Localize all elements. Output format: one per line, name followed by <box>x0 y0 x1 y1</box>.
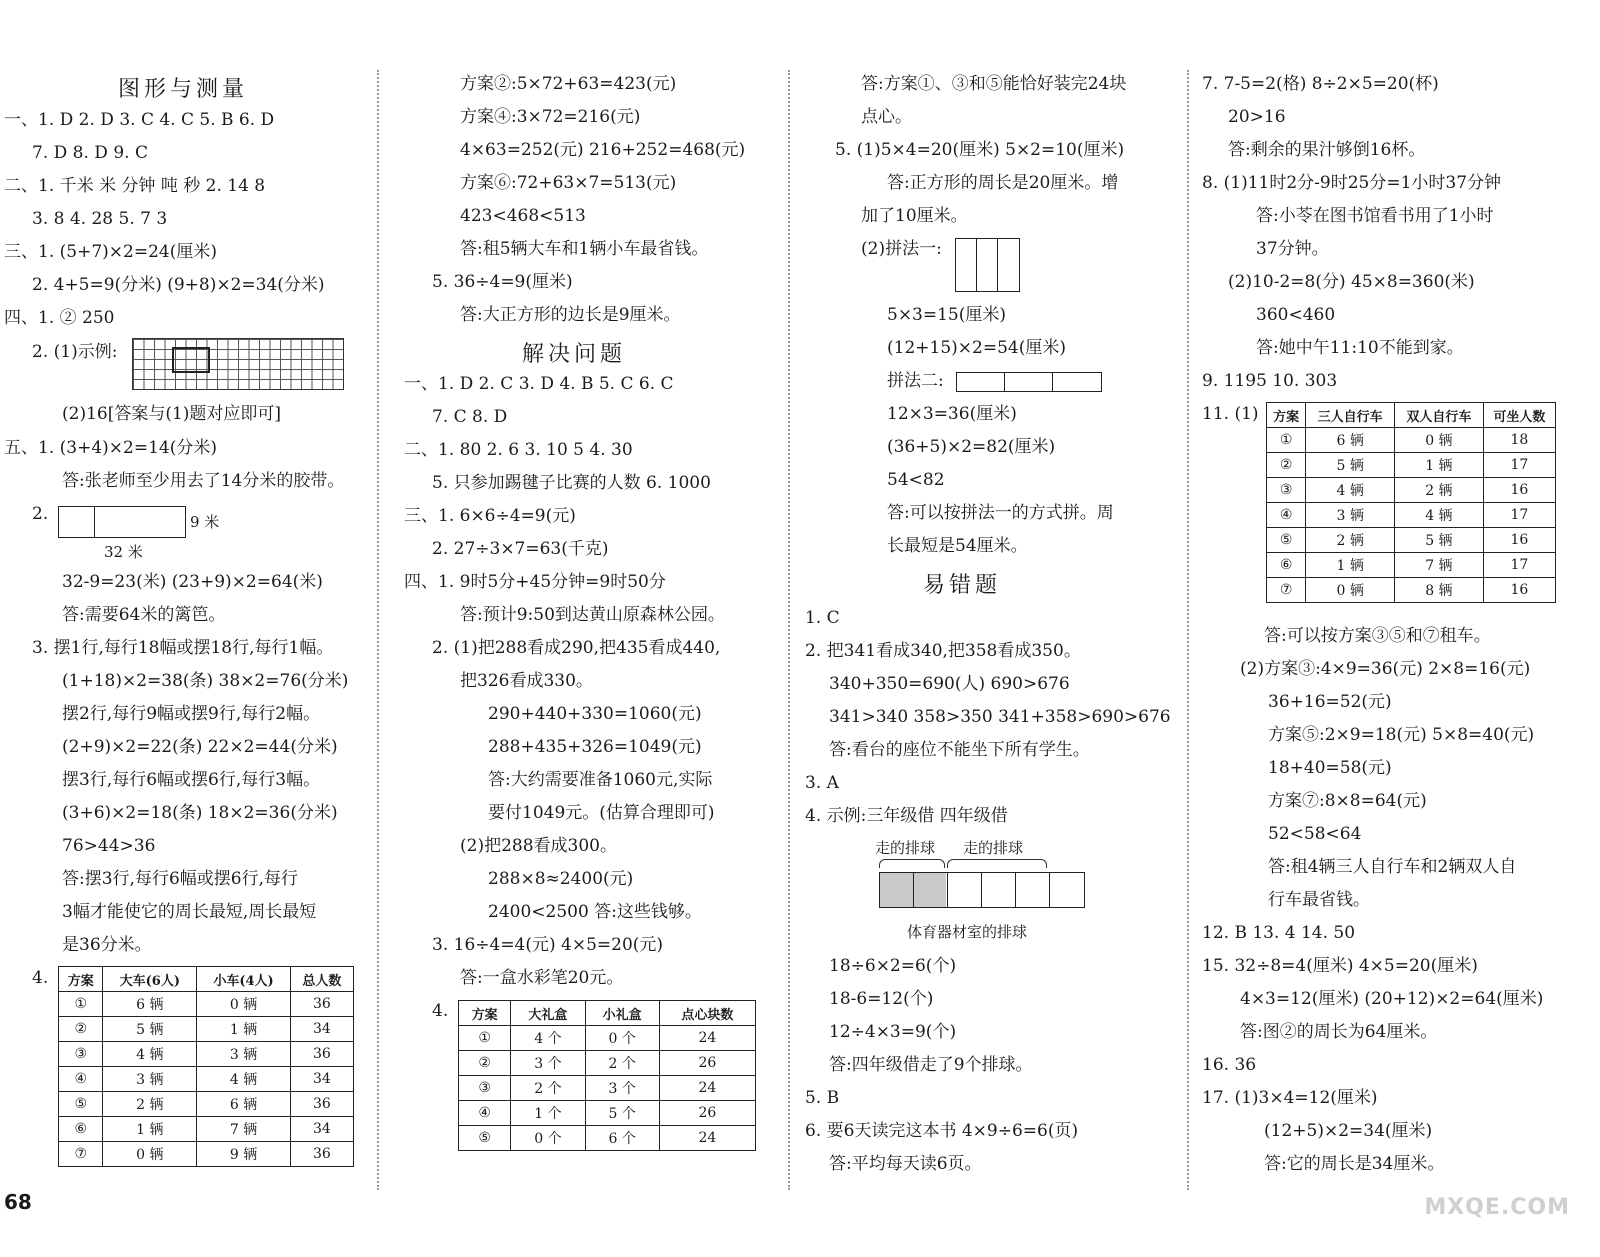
answer-line: 4×63=252(元) 216+252=468(元) <box>460 140 746 160</box>
watermark-logo: MXQE.COM <box>1424 1195 1570 1220</box>
brace-label-grade3: 走的排球 <box>875 839 936 857</box>
table-cell: 0 辆 <box>1395 428 1484 453</box>
answer-line: (3+6)×2=18(条) 18×2=36(分米) <box>62 803 338 823</box>
answer-line: 答:小苓在图书馆看书用了1小时 <box>1256 206 1494 226</box>
table-row <box>1267 578 1556 603</box>
answer-line: 答:它的周长是34厘米。 <box>1264 1154 1445 1174</box>
table-cell: 24 <box>659 1076 755 1101</box>
answer-line: 76>44>36 <box>62 836 156 856</box>
table-cell: 2 个 <box>511 1076 585 1101</box>
table-header-row <box>59 967 354 992</box>
table-cell: 2 辆 <box>103 1092 197 1117</box>
table-cell: 17 <box>1483 503 1555 528</box>
answer-line: 要付1049元。(估算合理即可) <box>488 803 715 823</box>
answer-line: 2. 27÷3×7=63(千克) <box>432 539 609 559</box>
table-header: 方案 <box>459 1001 511 1026</box>
section-title-geometry: 图形与测量 <box>118 77 249 102</box>
fence-rectangle <box>58 506 186 538</box>
table-cell: 4 辆 <box>197 1067 291 1092</box>
answer-line: 答:四年级借走了9个排球。 <box>829 1055 1033 1075</box>
gift-box-table <box>458 1000 756 1151</box>
bar-divider <box>947 872 948 907</box>
table-cell: ③ <box>1267 478 1306 503</box>
table-row <box>1267 478 1556 503</box>
answer-line: 5. 只参加踢毽子比赛的人数 6. 1000 <box>432 473 711 493</box>
table-cell: 5 辆 <box>1306 453 1395 478</box>
table-cell: 16 <box>1483 478 1555 503</box>
answer-line: 36+16=52(元) <box>1268 692 1392 712</box>
section-title-problem-solving: 解决问题 <box>522 342 627 367</box>
table-cell: 2 辆 <box>1306 528 1395 553</box>
answer-line: 答:平均每天读6页。 <box>829 1154 982 1174</box>
answer-line: 答:可以按拼法一的方式拼。周 <box>887 503 1114 523</box>
answer-line: 20>16 <box>1228 107 1286 127</box>
answer-line: 方案⑤:2×9=18(元) 5×8=40(元) <box>1268 725 1535 745</box>
answer-line: 答:需要64米的篱笆。 <box>62 605 226 625</box>
table-cell: ① <box>1267 428 1306 453</box>
answer-line: 答:预计9:50到达黄山原森林公园。 <box>460 605 725 625</box>
table-header: 总人数 <box>290 967 353 992</box>
table-cell: ③ <box>59 1042 103 1067</box>
table-row <box>59 1142 354 1167</box>
answer-line: 32-9=23(米) (23+9)×2=64(米) <box>62 572 323 592</box>
table-cell: 6 辆 <box>1306 428 1395 453</box>
answer-line: 3. 16÷4=4(元) 4×5=20(元) <box>432 935 664 955</box>
table-header-row <box>459 1001 756 1026</box>
column-2 <box>400 70 775 1200</box>
answer-line: 答:张老师至少用去了14分米的胶带。 <box>62 471 345 491</box>
answer-line: 7. C 8. D <box>432 407 508 427</box>
answer-line: 方案②:5×72+63=423(元) <box>460 74 677 94</box>
figure-divider <box>976 238 977 291</box>
bar-divider <box>1049 872 1050 907</box>
answer-line: (2)16[答案与(1)题对应即可] <box>62 404 282 424</box>
table-cell: 36 <box>290 1042 353 1067</box>
table-cell: 1 辆 <box>103 1117 197 1142</box>
table-header: 大车(6人) <box>103 967 197 992</box>
page-number: 68 <box>4 1190 32 1214</box>
table-header: 三人自行车 <box>1306 403 1395 428</box>
table-cell: 34 <box>290 1067 353 1092</box>
table-cell: ⑤ <box>1267 528 1306 553</box>
answer-line: 三、1. 6×6÷4=9(元) <box>404 506 576 526</box>
table-row <box>59 1117 354 1142</box>
answer-line: 288+435+326=1049(元) <box>488 737 702 757</box>
figure-divider <box>1052 372 1053 391</box>
answer-line: (2)拼法一: <box>861 239 942 259</box>
answer-line: 2400<2500 答:这些钱够。 <box>488 902 702 922</box>
answer-line: 15. 32÷8=4(厘米) 4×5=20(厘米) <box>1202 956 1478 976</box>
section-title-error-prone: 易错题 <box>923 573 1002 598</box>
answer-line: 拼法二: <box>887 371 944 391</box>
bike-rental-table <box>1266 402 1556 603</box>
table-cell: 17 <box>1483 553 1555 578</box>
table-header: 可坐人数 <box>1483 403 1555 428</box>
table-row <box>59 1042 354 1067</box>
table-cell: 24 <box>659 1026 755 1051</box>
column-divider <box>1187 70 1189 1190</box>
table-cell: 2 个 <box>585 1051 659 1076</box>
answer-line: 2. <box>32 504 49 524</box>
table-cell: 4 个 <box>511 1026 585 1051</box>
table-row <box>1267 428 1556 453</box>
table-row <box>1267 553 1556 578</box>
answer-line: 四、1. ② 250 <box>4 308 115 328</box>
answer-line: 3. A <box>805 773 839 793</box>
table-cell: 16 <box>1483 528 1555 553</box>
table-cell: ⑦ <box>1267 578 1306 603</box>
answer-line: 12×3=36(厘米) <box>887 404 1017 424</box>
table-row <box>59 1092 354 1117</box>
answer-line: 2. (1)示例: <box>32 342 118 362</box>
table-cell: 4 辆 <box>103 1042 197 1067</box>
answer-line: 答:剩余的果汁够倒16杯。 <box>1228 140 1426 160</box>
table-row <box>59 992 354 1017</box>
brace-label-grade4: 走的排球 <box>963 839 1024 857</box>
table-cell: 0 辆 <box>1306 578 1395 603</box>
table-cell: ④ <box>1267 503 1306 528</box>
table-cell: 1 辆 <box>197 1017 291 1042</box>
table-cell: 0 辆 <box>197 992 291 1017</box>
answer-line: 二、1. 80 2. 6 3. 10 5 4. 30 <box>404 440 633 460</box>
answer-line: 6. 要6天读完这本书 4×9÷6=6(页) <box>805 1121 1079 1141</box>
table-cell: 36 <box>290 1142 353 1167</box>
answer-line: 4×3=12(厘米) (20+12)×2=64(厘米) <box>1240 989 1544 1009</box>
answer-line: 16. 36 <box>1202 1055 1257 1075</box>
table-row <box>459 1051 756 1076</box>
table-cell: 6 辆 <box>197 1092 291 1117</box>
fence-label-length: 32 米 <box>104 543 143 561</box>
brace-grade3 <box>879 859 945 868</box>
answer-line: 5. (1)5×4=20(厘米) 5×2=10(厘米) <box>835 140 1125 160</box>
table-header: 小礼盒 <box>585 1001 659 1026</box>
answer-line: 行车最省钱。 <box>1268 890 1370 910</box>
answer-line: 方案④:3×72=216(元) <box>460 107 641 127</box>
answer-line: 方案⑥:72+63×7=513(元) <box>460 173 677 193</box>
answer-line: 3幅才能使它的周长最短,周长最短 <box>62 902 317 922</box>
answer-line: 3. 摆1行,每行18幅或摆18行,每行1幅。 <box>32 638 334 658</box>
fence-divider <box>94 506 95 537</box>
answer-line: 是36分米。 <box>62 935 152 955</box>
answer-line: 4. 示例:三年级借 四年级借 <box>805 806 1008 826</box>
table-row <box>59 1017 354 1042</box>
table-cell: 26 <box>659 1051 755 1076</box>
answer-line: 3. 8 4. 28 5. 7 3 <box>32 209 168 229</box>
table-header: 双人自行车 <box>1395 403 1484 428</box>
answer-line: 18-6=12(个) <box>829 989 934 1009</box>
answer-line: (12+5)×2=34(厘米) <box>1264 1121 1433 1141</box>
table-cell: ⑤ <box>459 1126 511 1151</box>
answer-line: 五、1. (3+4)×2=14(分米) <box>4 438 217 458</box>
answer-line: 答:大正方形的边长是9厘米。 <box>460 305 681 325</box>
answer-line: (2)把288看成300。 <box>460 836 617 856</box>
answer-line: 341>340 358>350 341+358>690>676 <box>829 707 1171 727</box>
table-cell: 9 辆 <box>197 1142 291 1167</box>
table-cell: 24 <box>659 1126 755 1151</box>
answer-line: 长最短是54厘米。 <box>887 536 1028 556</box>
answer-line: (1+18)×2=38(条) 38×2=76(分米) <box>62 671 349 691</box>
column-divider <box>377 70 379 1190</box>
table-cell: ④ <box>459 1101 511 1126</box>
answer-line: 答:大约需要准备1060元,实际 <box>488 770 713 790</box>
table-cell: 0 个 <box>585 1026 659 1051</box>
figure-divider <box>1004 372 1005 391</box>
table-cell: 6 辆 <box>103 992 197 1017</box>
grid-highlight-rect <box>172 347 210 373</box>
answer-line: (2+9)×2=22(条) 22×2=44(分米) <box>62 737 338 757</box>
answer-line: 423<468<513 <box>460 206 586 226</box>
table-cell: ③ <box>459 1076 511 1101</box>
table-cell: 4 辆 <box>1306 478 1395 503</box>
answer-line: 一、1. D 2. C 3. D 4. B 5. C 6. C <box>404 374 674 394</box>
answer-line: 答:方案①、③和⑤能恰好装完24块 <box>861 74 1127 94</box>
answer-line: 三、1. (5+7)×2=24(厘米) <box>4 242 217 262</box>
table-cell: 36 <box>290 1092 353 1117</box>
table-row <box>59 1067 354 1092</box>
column-3 <box>803 70 1175 1200</box>
table-cell: ① <box>59 992 103 1017</box>
bar-divider <box>981 872 982 907</box>
answer-line: 1. C <box>805 608 840 628</box>
answer-line: 340+350=690(人) 690>676 <box>829 674 1070 694</box>
answer-line: 二、1. 千米 米 分钟 吨 秒 2. 14 8 <box>4 176 266 196</box>
table-header: 方案 <box>59 967 103 992</box>
answer-line: 加了10厘米。 <box>861 206 968 226</box>
answer-line: 37分钟。 <box>1256 239 1329 259</box>
answer-line: 17. (1)3×4=12(厘米) <box>1202 1088 1378 1108</box>
table-cell: ⑤ <box>59 1092 103 1117</box>
answer-line: 5. 36÷4=9(厘米) <box>432 272 573 292</box>
fence-label-width: 9 米 <box>190 513 220 531</box>
answer-line: 12. B 13. 4 14. 50 <box>1202 923 1356 943</box>
table-cell: 7 辆 <box>1395 553 1484 578</box>
answer-line: 摆3行,每行6幅或摆6行,每行3幅。 <box>62 770 321 790</box>
table-cell: 3 辆 <box>1306 503 1395 528</box>
answer-line: 2. 4+5=9(分米) (9+8)×2=34(分米) <box>32 275 325 295</box>
rental-plan-table <box>58 966 354 1167</box>
bar-caption: 体育器材室的排球 <box>907 923 1028 941</box>
table-row <box>459 1076 756 1101</box>
answer-line: 点心。 <box>861 107 912 127</box>
answer-line: (36+5)×2=82(厘米) <box>887 437 1056 457</box>
answer-line: 4. <box>32 968 49 988</box>
table-cell: 34 <box>290 1017 353 1042</box>
table-header: 小车(4人) <box>197 967 291 992</box>
answer-line: 5×3=15(厘米) <box>887 305 1007 325</box>
table-cell: 1 个 <box>511 1101 585 1126</box>
answer-line: 18+40=58(元) <box>1268 758 1392 778</box>
answer-line: 答:摆3行,每行6幅或摆6行,每行 <box>62 869 298 889</box>
square-grid-figure <box>132 338 344 390</box>
answer-line: 方案⑦:8×8=64(元) <box>1268 791 1427 811</box>
answer-line: 把326看成330。 <box>460 671 593 691</box>
answer-line: 11. (1) <box>1202 404 1259 424</box>
bar-divider <box>1015 872 1016 907</box>
answer-line: 四、1. 9时5分+45分钟=9时50分 <box>404 572 666 592</box>
table-row <box>1267 453 1556 478</box>
table-row <box>1267 528 1556 553</box>
table-cell: 2 辆 <box>1395 478 1484 503</box>
answer-line: 摆2行,每行9幅或摆9行,每行2幅。 <box>62 704 321 724</box>
table-cell: ② <box>1267 453 1306 478</box>
answer-line: 7. 7-5=2(格) 8÷2×5=20(杯) <box>1202 74 1439 94</box>
bar-divider <box>913 872 914 907</box>
answer-line: 5. B <box>805 1088 840 1108</box>
table-cell: 0 个 <box>511 1126 585 1151</box>
table-cell: 3 辆 <box>103 1067 197 1092</box>
answer-line: 12÷4×3=9(个) <box>829 1022 957 1042</box>
column-divider <box>788 70 790 1190</box>
answer-line: (2)10-2=8(分) 45×8=360(米) <box>1228 272 1475 292</box>
answer-line: 7. D 8. D 9. C <box>32 143 148 163</box>
table-cell: 1 辆 <box>1395 453 1484 478</box>
table-cell: 36 <box>290 992 353 1017</box>
answer-line: 9. 1195 10. 303 <box>1202 371 1338 391</box>
answer-line: (12+15)×2=54(厘米) <box>887 338 1066 358</box>
table-cell: 26 <box>659 1101 755 1126</box>
answer-line: (2)方案③:4×9=36(元) 2×8=16(元) <box>1240 659 1531 679</box>
answer-line: 答:租5辆大车和1辆小车最省钱。 <box>460 239 709 259</box>
arrangement-2-figure <box>956 372 1102 392</box>
answer-line: 2. 把341看成340,把358看成350。 <box>805 641 1081 661</box>
answer-line: 18÷6×2=6(个) <box>829 956 957 976</box>
column-1 <box>0 70 372 1200</box>
answer-line: 52<58<64 <box>1268 824 1362 844</box>
table-cell: ④ <box>59 1067 103 1092</box>
table-cell: 1 辆 <box>1306 553 1395 578</box>
table-cell: 5 辆 <box>103 1017 197 1042</box>
table-row <box>459 1101 756 1126</box>
answer-line: 54<82 <box>887 470 945 490</box>
table-row <box>459 1026 756 1051</box>
answer-line: 答:可以按方案③⑤和⑦租车。 <box>1264 626 1491 646</box>
table-cell: 17 <box>1483 453 1555 478</box>
answer-line: 答:她中午11:10不能到家。 <box>1256 338 1464 358</box>
table-cell: ① <box>459 1026 511 1051</box>
table-row <box>1267 503 1556 528</box>
answer-line: 答:看台的座位不能坐下所有学生。 <box>829 740 1090 760</box>
table-cell: ⑥ <box>59 1117 103 1142</box>
answer-line: 一、1. D 2. D 3. C 4. C 5. B 6. D <box>4 110 275 130</box>
table-cell: ② <box>459 1051 511 1076</box>
table-header: 方案 <box>1267 403 1306 428</box>
table-cell: 8 辆 <box>1395 578 1484 603</box>
table-cell: 3 个 <box>585 1076 659 1101</box>
table-cell: ② <box>59 1017 103 1042</box>
table-cell: 3 辆 <box>197 1042 291 1067</box>
answer-line: 290+440+330=1060(元) <box>488 704 702 724</box>
brace-grade4 <box>947 859 1047 868</box>
table-cell: 3 个 <box>511 1051 585 1076</box>
table-cell: ⑥ <box>1267 553 1306 578</box>
answer-line: 答:一盒水彩笔20元。 <box>460 968 624 988</box>
table-cell: 5 辆 <box>1395 528 1484 553</box>
answer-line: 答:图②的周长为64厘米。 <box>1240 1022 1438 1042</box>
answer-line: 288×8≈2400(元) <box>488 869 634 889</box>
table-cell: 18 <box>1483 428 1555 453</box>
table-header: 点心块数 <box>659 1001 755 1026</box>
answer-line: 2. (1)把288看成290,把435看成440, <box>432 638 721 658</box>
answer-line: 360<460 <box>1256 305 1336 325</box>
answer-line: 答:租4辆三人自行车和2辆双人自 <box>1268 857 1517 877</box>
table-cell: 4 辆 <box>1395 503 1484 528</box>
arrangement-1-figure <box>955 238 1020 292</box>
answer-line: 4. <box>432 1001 449 1021</box>
column-4 <box>1200 70 1600 1200</box>
table-cell: 6 个 <box>585 1126 659 1151</box>
table-row <box>459 1126 756 1151</box>
table-cell: 0 辆 <box>103 1142 197 1167</box>
table-cell: ⑦ <box>59 1142 103 1167</box>
table-header: 大礼盒 <box>511 1001 585 1026</box>
figure-divider <box>997 238 998 291</box>
table-cell: 16 <box>1483 578 1555 603</box>
answer-line: 8. (1)11时2分-9时25分=1小时37分钟 <box>1202 173 1502 193</box>
table-cell: 34 <box>290 1117 353 1142</box>
answer-line: 答:正方形的周长是20厘米。增 <box>887 173 1119 193</box>
table-header-row <box>1267 403 1556 428</box>
table-cell: 5 个 <box>585 1101 659 1126</box>
table-cell: 7 辆 <box>197 1117 291 1142</box>
